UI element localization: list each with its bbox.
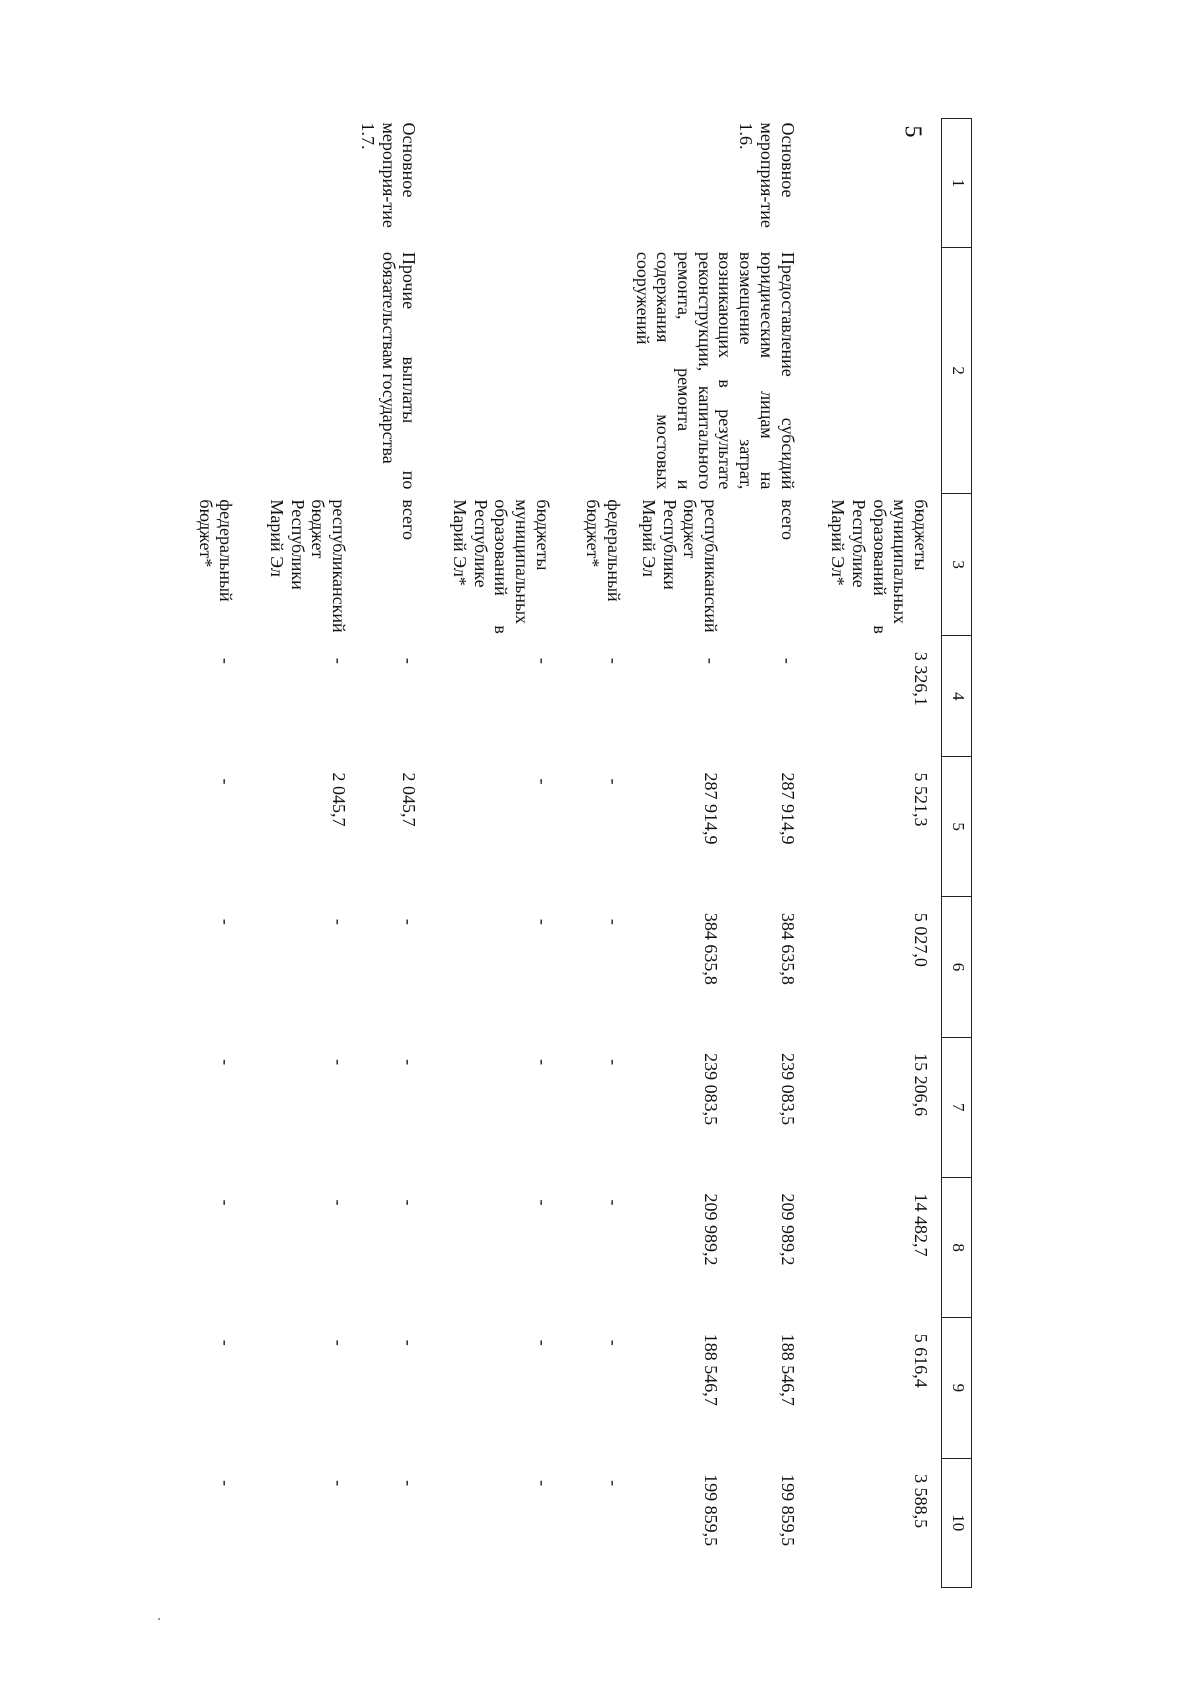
cell-funding-source: федеральный бюджет* — [583, 499, 625, 602]
cell-value: - — [399, 1480, 420, 1487]
table-row — [357, 119, 449, 1588]
cell-value: - — [532, 657, 553, 664]
cell-value: 2 045,7 — [399, 772, 420, 827]
cell-event — [583, 119, 632, 248]
cell-value: - — [399, 918, 420, 925]
header-col-10: 10 — [942, 1458, 972, 1587]
cell-funding-source: бюджеты муниципальных образований в Республике Марий Эл* — [828, 499, 931, 634]
cell-value: 384 635,8 — [777, 912, 798, 985]
cell-value: - — [329, 657, 350, 664]
cell-value: - — [604, 1480, 625, 1487]
cell-value: 287 914,9 — [777, 772, 798, 845]
cell-value: - — [777, 657, 798, 664]
cell-value: 15 206,6 — [911, 1053, 931, 1117]
cell-value: 209 989,2 — [777, 1193, 798, 1266]
cell-funding-source: всего — [399, 499, 420, 540]
cell-value: - — [532, 918, 553, 925]
page-number: 5 — [899, 125, 926, 138]
cell-value: - — [216, 1199, 237, 1206]
table-row — [729, 119, 827, 1588]
cell-value: - — [329, 1339, 350, 1346]
cell-value: 2 045,7 — [329, 772, 350, 827]
header-col-2: 2 — [942, 248, 972, 494]
cell-event: Основное мероприя-тие 1.7. — [357, 122, 420, 228]
header-col-7: 7 — [942, 1037, 972, 1177]
cell-value: - — [399, 1199, 420, 1206]
header-col-5: 5 — [942, 757, 972, 897]
cell-value: - — [604, 1339, 625, 1346]
cell-event — [828, 119, 942, 248]
table-row — [583, 119, 632, 1588]
cell-description — [583, 248, 632, 494]
cell-event: Основное мероприя-тие 1.6. — [736, 122, 798, 228]
cell-value: - — [399, 657, 420, 664]
header-col-4: 4 — [942, 636, 972, 757]
cell-value: - — [604, 918, 625, 925]
cell-description: Прочие выплаты по обязательствам государства — [378, 251, 420, 490]
cell-description — [828, 248, 942, 494]
cell-value: - — [216, 657, 237, 664]
cell-description: Предоставление субсидий юридическим лицам на возмещение затрат, возникающих в результате реконструкции, капитального ремонта, ремонта и содержания мостовых сооружений — [632, 251, 798, 490]
cell-value: 3 326,1 — [911, 651, 931, 706]
cell-value: - — [604, 778, 625, 785]
header-col-6: 6 — [942, 897, 972, 1037]
table-row — [449, 119, 582, 1588]
cell-value: - — [399, 1339, 420, 1346]
cell-value: - — [329, 1199, 350, 1206]
cell-value: 188 546,7 — [777, 1333, 798, 1406]
cell-value: - — [532, 1339, 553, 1346]
cell-value: 384 635,8 — [701, 912, 722, 985]
cell-value: 3 588,5 — [911, 1474, 931, 1529]
cell-value: 5 027,0 — [911, 912, 931, 967]
cell-value: 5 616,4 — [911, 1333, 931, 1388]
cell-description — [195, 248, 266, 494]
cell-value: - — [604, 657, 625, 664]
cell-value: - — [701, 657, 722, 664]
header-col-9: 9 — [942, 1318, 972, 1458]
cell-value: 287 914,9 — [701, 772, 722, 845]
cell-funding-source: бюджеты муниципальных образований в Республике Марий Эл* — [449, 499, 553, 634]
cell-value: - — [532, 778, 553, 785]
cell-value: 199 859,5 — [777, 1474, 798, 1547]
cell-value: - — [532, 1059, 553, 1066]
cell-value: - — [216, 918, 237, 925]
cell-value: - — [329, 1480, 350, 1487]
cell-funding-source: республиканский бюджет Республики Марий Эл — [267, 499, 350, 633]
header-col-8: 8 — [942, 1177, 972, 1317]
table-row — [828, 119, 942, 1588]
cell-value: 188 546,7 — [701, 1333, 722, 1406]
cell-value: 209 989,2 — [701, 1193, 722, 1266]
scan-artifact — [158, 1618, 160, 1620]
cell-value: - — [399, 1059, 420, 1066]
cell-value: - — [532, 1199, 553, 1206]
cell-value: - — [604, 1059, 625, 1066]
cell-funding-source: республиканский бюджет Республики Марий Эл — [639, 499, 722, 633]
cell-value: - — [329, 918, 350, 925]
cell-funding-source: федеральный бюджет* — [195, 499, 237, 602]
cell-value: - — [604, 1199, 625, 1206]
cell-value: 239 083,5 — [777, 1053, 798, 1126]
table-row — [195, 119, 266, 1588]
budget-table — [195, 118, 972, 1588]
cell-event — [195, 119, 266, 248]
header-row — [942, 119, 972, 1588]
cell-event — [266, 119, 357, 248]
cell-event — [632, 119, 729, 248]
cell-value: - — [329, 1059, 350, 1066]
cell-value: - — [216, 1339, 237, 1346]
cell-value: - — [216, 1059, 237, 1066]
header-col-1: 1 — [942, 119, 972, 248]
cell-value: 14 482,7 — [911, 1193, 931, 1257]
cell-value: 5 521,3 — [911, 772, 931, 827]
cell-value: 239 083,5 — [701, 1053, 722, 1126]
cell-event — [449, 119, 582, 248]
cell-value: - — [532, 1480, 553, 1487]
rotated-table-container — [195, 118, 972, 1588]
cell-value: - — [216, 778, 237, 785]
cell-value: 199 859,5 — [701, 1474, 722, 1547]
cell-funding-source: всего — [777, 499, 798, 540]
cell-description — [449, 248, 582, 494]
cell-value: - — [216, 1480, 237, 1487]
header-col-3: 3 — [942, 493, 972, 636]
